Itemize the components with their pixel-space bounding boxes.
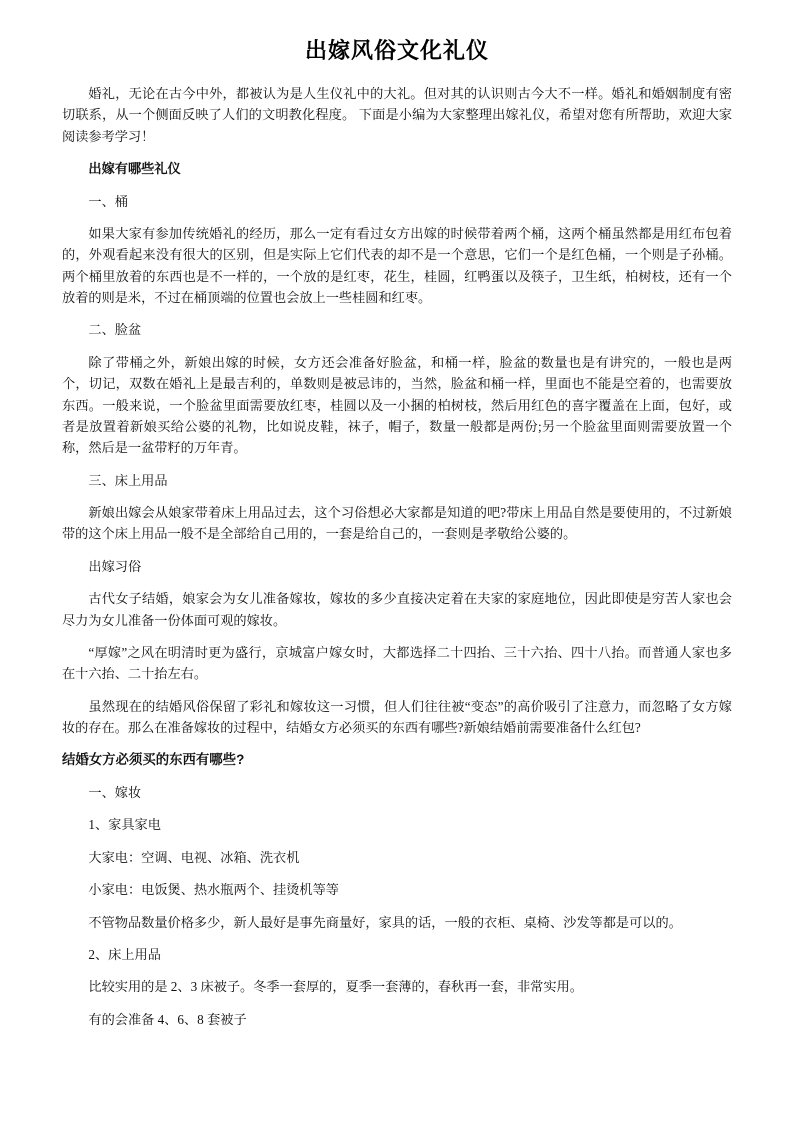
list-item-basin-body: 除了带桶之外，新娘出嫁的时候，女方还会准备好脸盆，和桶一样，脸盆的数量也是有讲究的，一般也是两个，切记，双数在婚礼上是最吉利的，单数则是被忌讳的，当然，脸盆和桶一样，里面也不能是空着的，也需要放东西。一般来说，一个脸盆里面需要放红枣，桂圆以及一小捆的柏树枝，然后用红色的喜字覆盖在上面，包好，或者是放置着新娘买给公婆的礼物，比如说皮鞋，袜子，帽子，数量一般都是两份;另一个脸盆里面则需要放置一个称，然后是一盆带籽的万年青。	[62, 354, 732, 456]
paragraph-custom-modern: 虽然现在的结婚风俗保留了彩礼和嫁妆这一习惯，但人们往往被“变态”的高价吸引了注意力，而忽略了女方嫁妆的存在。那么在准备嫁妆的过程中，结婚女方必须买的东西有哪些?新娘结婚前需要准备什么红包?	[62, 698, 732, 735]
list-item-bedding-title: 三、床上用品	[88, 472, 168, 488]
list-item-bedding-body: 新娘出嫁会从娘家带着床上用品过去，这个习俗想必大家都是知道的吧?带床上用品自然是要使用的，不过新娘带的这个床上用品一般不是全部给自己用的，一套是给自己的，一套则是孝敬给公婆的。	[62, 505, 732, 542]
dowry-bedding-practical: 比较实用的是 2、3 床被子。冬季一套厚的，夏季一套薄的，春秋再一套，非常实用。	[88, 979, 583, 995]
paragraph-custom-ming-qing: “厚嫁”之风在明清时更为盛行，京城富户嫁女时，大都选择二十四抬、三十六抬、四十八抬。而普通人家也多在十六抬、二十抬左右。	[62, 644, 732, 682]
paragraph-intro: 婚礼，无论在古今中外，都被认为是人生仪礼中的大礼。但对其的认识则古今大不一样。婚礼和婚姻制度有密切联系，从一个侧面反映了人们的文明教化程度。 下面是小编为大家整理出嫁礼仪，希望对您有所帮助，欢迎大家阅读参考学习！	[62, 86, 732, 144]
dowry-big-appliances: 大家电：空调、电视、冰箱、洗衣机	[88, 849, 300, 865]
dowry-bedding-counts: 有的会准备 4、6、8 套被子	[88, 1011, 247, 1027]
section-heading-rites: 出嫁有哪些礼仪	[88, 161, 181, 177]
section-heading-customs: 出嫁习俗	[88, 558, 142, 574]
dowry-furniture-title: 1、家具家电	[88, 817, 161, 833]
list-item-bucket-title: 一、桶	[88, 193, 128, 209]
paragraph-custom-ancient: 古代女子结婚，娘家会为女儿准备嫁妆，嫁妆的多少直接决定着在夫家的家庭地位，因此即使是穷苦人家也会尽力为女儿准备一份体面可观的嫁妆。	[62, 591, 732, 628]
list-item-basin-title: 二、脸盆	[88, 322, 142, 338]
dowry-section-title: 一、嫁妆	[88, 785, 142, 801]
page-title: 出嫁风俗文化礼仪	[304, 38, 489, 63]
section-heading-must-buy: 结婚女方必须买的东西有哪些?	[62, 752, 245, 768]
dowry-furniture-note: 不管物品数量价格多少，新人最好是事先商量好，家具的话，一般的衣柜、桌椅、沙发等都是可以的。	[88, 914, 682, 930]
dowry-small-appliances: 小家电：电饭煲、热水瓶两个、挂烫机等等	[88, 882, 339, 898]
document-body	[62, 83, 732, 1030]
list-item-bucket-body: 如果大家有参加传统婚礼的经历，那么一定有看过女方出嫁的时候带着两个桶，这两个桶虽然都是用红布包着的，外观看起来没有很大的区别，但是实际上它们代表的却不是一个意思，它们一个是红色桶，一个则是子孙桶。两个桶里放着的东西也是不一样的，一个放的是红枣，花生，桂圆，红鸭蛋以及筷子，卫生纸，柏树枝，还有一个放着的则是米，不过在桶顶端的位置也会放上一些桂圆和红枣。	[62, 225, 732, 305]
dowry-bedding-title: 2、床上用品	[88, 946, 161, 962]
